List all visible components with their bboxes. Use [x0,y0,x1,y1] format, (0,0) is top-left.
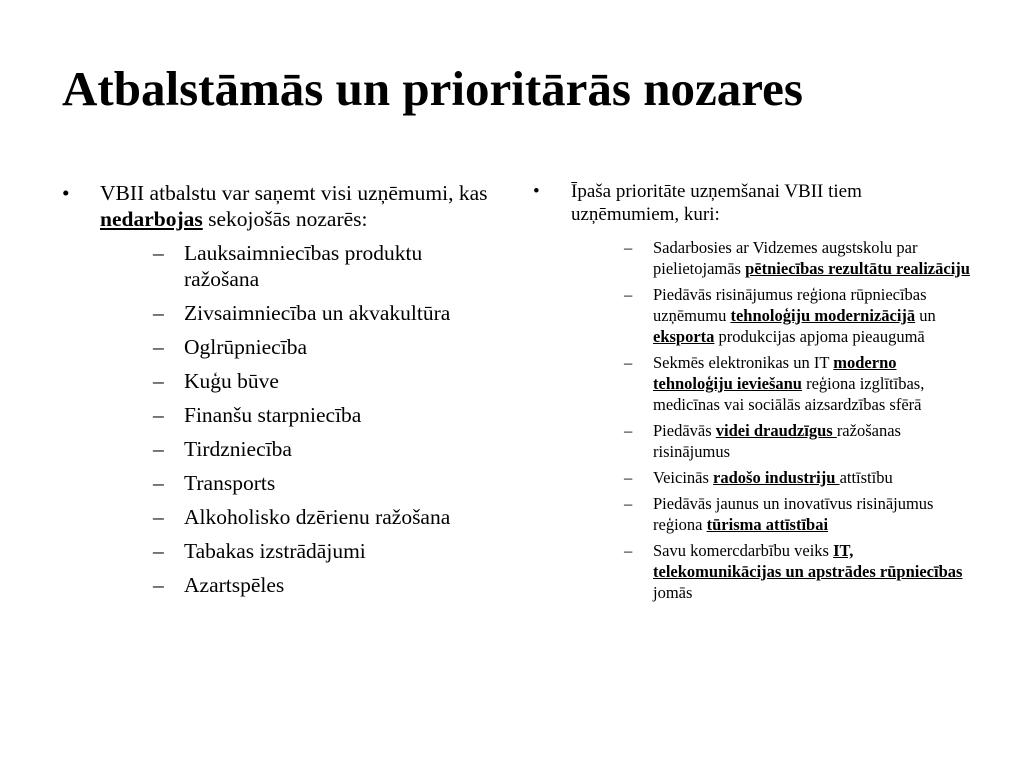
dash-icon: – [624,541,633,560]
list-item-text: reģiona izglītības, medicīnas vai sociālās aizsardzības sfērā [653,374,925,414]
bullet-icon: • [533,181,540,202]
list-item [100,572,492,598]
list-item-text: Azartspēles [184,573,285,597]
list-item [100,538,492,564]
dash-icon: – [153,573,164,597]
left-intro-emphasis: nedarbojas [100,207,203,231]
left-intro-text-end: sekojošās nozarēs: [202,207,368,231]
list-item-text: Tirdzniecība [184,437,292,461]
list-item-text: ražošanas risinājumus [653,421,901,461]
list-item-emphasis: videi draudzīgus [715,421,837,440]
list-item-text: Sekmēs elektronikas un IT [653,353,834,372]
dash-icon: – [153,335,164,359]
left-intro-text: VBII atbalstu var saņemt visi uzņēmumi, kas [100,181,488,205]
list-item [571,237,973,279]
list-item-text: Lauksaimniecības produktu ražošana [184,241,423,291]
left-bullet [62,180,492,598]
dash-icon: – [624,468,633,487]
list-item-text: Transports [184,471,276,495]
list-item-text: Oglrūpniecība [184,335,307,359]
right-sublist [571,237,973,603]
list-item [571,420,973,462]
list-item [571,540,973,603]
right-bullet [533,180,973,603]
dash-icon: – [153,369,164,393]
dash-icon: – [624,238,633,257]
list-item-text: Finanšu starpniecība [184,403,362,427]
dash-icon: – [153,471,164,495]
right-intro-text: Īpaša prioritāte uzņemšanai VBII tiem uzņēmumiem, kuri: [571,181,862,225]
list-item-text: Piedāvās jaunus un inovatīvus risinājumus reģiona [653,494,934,534]
list-item [571,352,973,415]
list-item [100,504,492,530]
list-item [571,493,973,535]
list-item-emphasis: tūrisma attīstībai [706,515,829,534]
list-item-text: Piedāvās [653,421,716,440]
list-item-text: Kuģu būve [184,369,279,393]
dash-icon: – [624,494,633,513]
list-item-emphasis: moderno tehnoloģiju ieviešanu [653,353,897,393]
list-item-emphasis: IT, telekomunikācijas un apstrādes rūpniecības [653,541,963,581]
left-column [62,180,492,606]
list-item-emphasis: radošo industriju [713,468,840,487]
list-item [571,467,973,488]
left-sublist [100,240,492,598]
list-item [100,402,492,428]
list-item-text: Tabakas izstrādājumi [184,539,366,563]
list-item-text: Sadarbosies ar Vidzemes augstskolu par pielietojamās [653,238,918,278]
list-item-text: Savu komercdarbību veiks [653,541,834,560]
list-item-emphasis: tehnoloģiju modernizācijā [730,306,916,325]
bullet-icon: • [62,181,70,205]
dash-icon: – [624,285,633,304]
list-item-text: jomās [653,583,693,602]
list-item [100,470,492,496]
list-item-text: produkcijas apjoma pieaugumā [714,327,925,346]
dash-icon: – [153,539,164,563]
list-item [571,284,973,347]
list-item-emphasis: pētniecības rezultātu realizāciju [745,259,970,278]
list-item [100,334,492,360]
list-item [100,300,492,326]
dash-icon: – [153,437,164,461]
slide-title: Atbalstāmās un prioritārās nozares [62,61,803,116]
list-item-text: Alkoholisko dzērienu ražošana [184,505,451,529]
list-item-emphasis: eksporta [653,327,715,346]
dash-icon: – [153,505,164,529]
dash-icon: – [153,403,164,427]
list-item-text: Piedāvās risinājumus reģiona rūpniecības uzņēmumu [653,285,927,325]
list-item-text: attīstību [839,468,893,487]
right-column [533,180,973,608]
list-item [100,240,492,292]
list-item-text: Veicinās [653,468,714,487]
dash-icon: – [624,421,633,440]
list-item-text: un [915,306,936,325]
list-item-text: Zivsaimniecība un akvakultūra [184,301,451,325]
list-item [100,368,492,394]
dash-icon: – [624,353,633,372]
dash-icon: – [153,301,164,325]
dash-icon: – [153,241,164,265]
list-item [100,436,492,462]
